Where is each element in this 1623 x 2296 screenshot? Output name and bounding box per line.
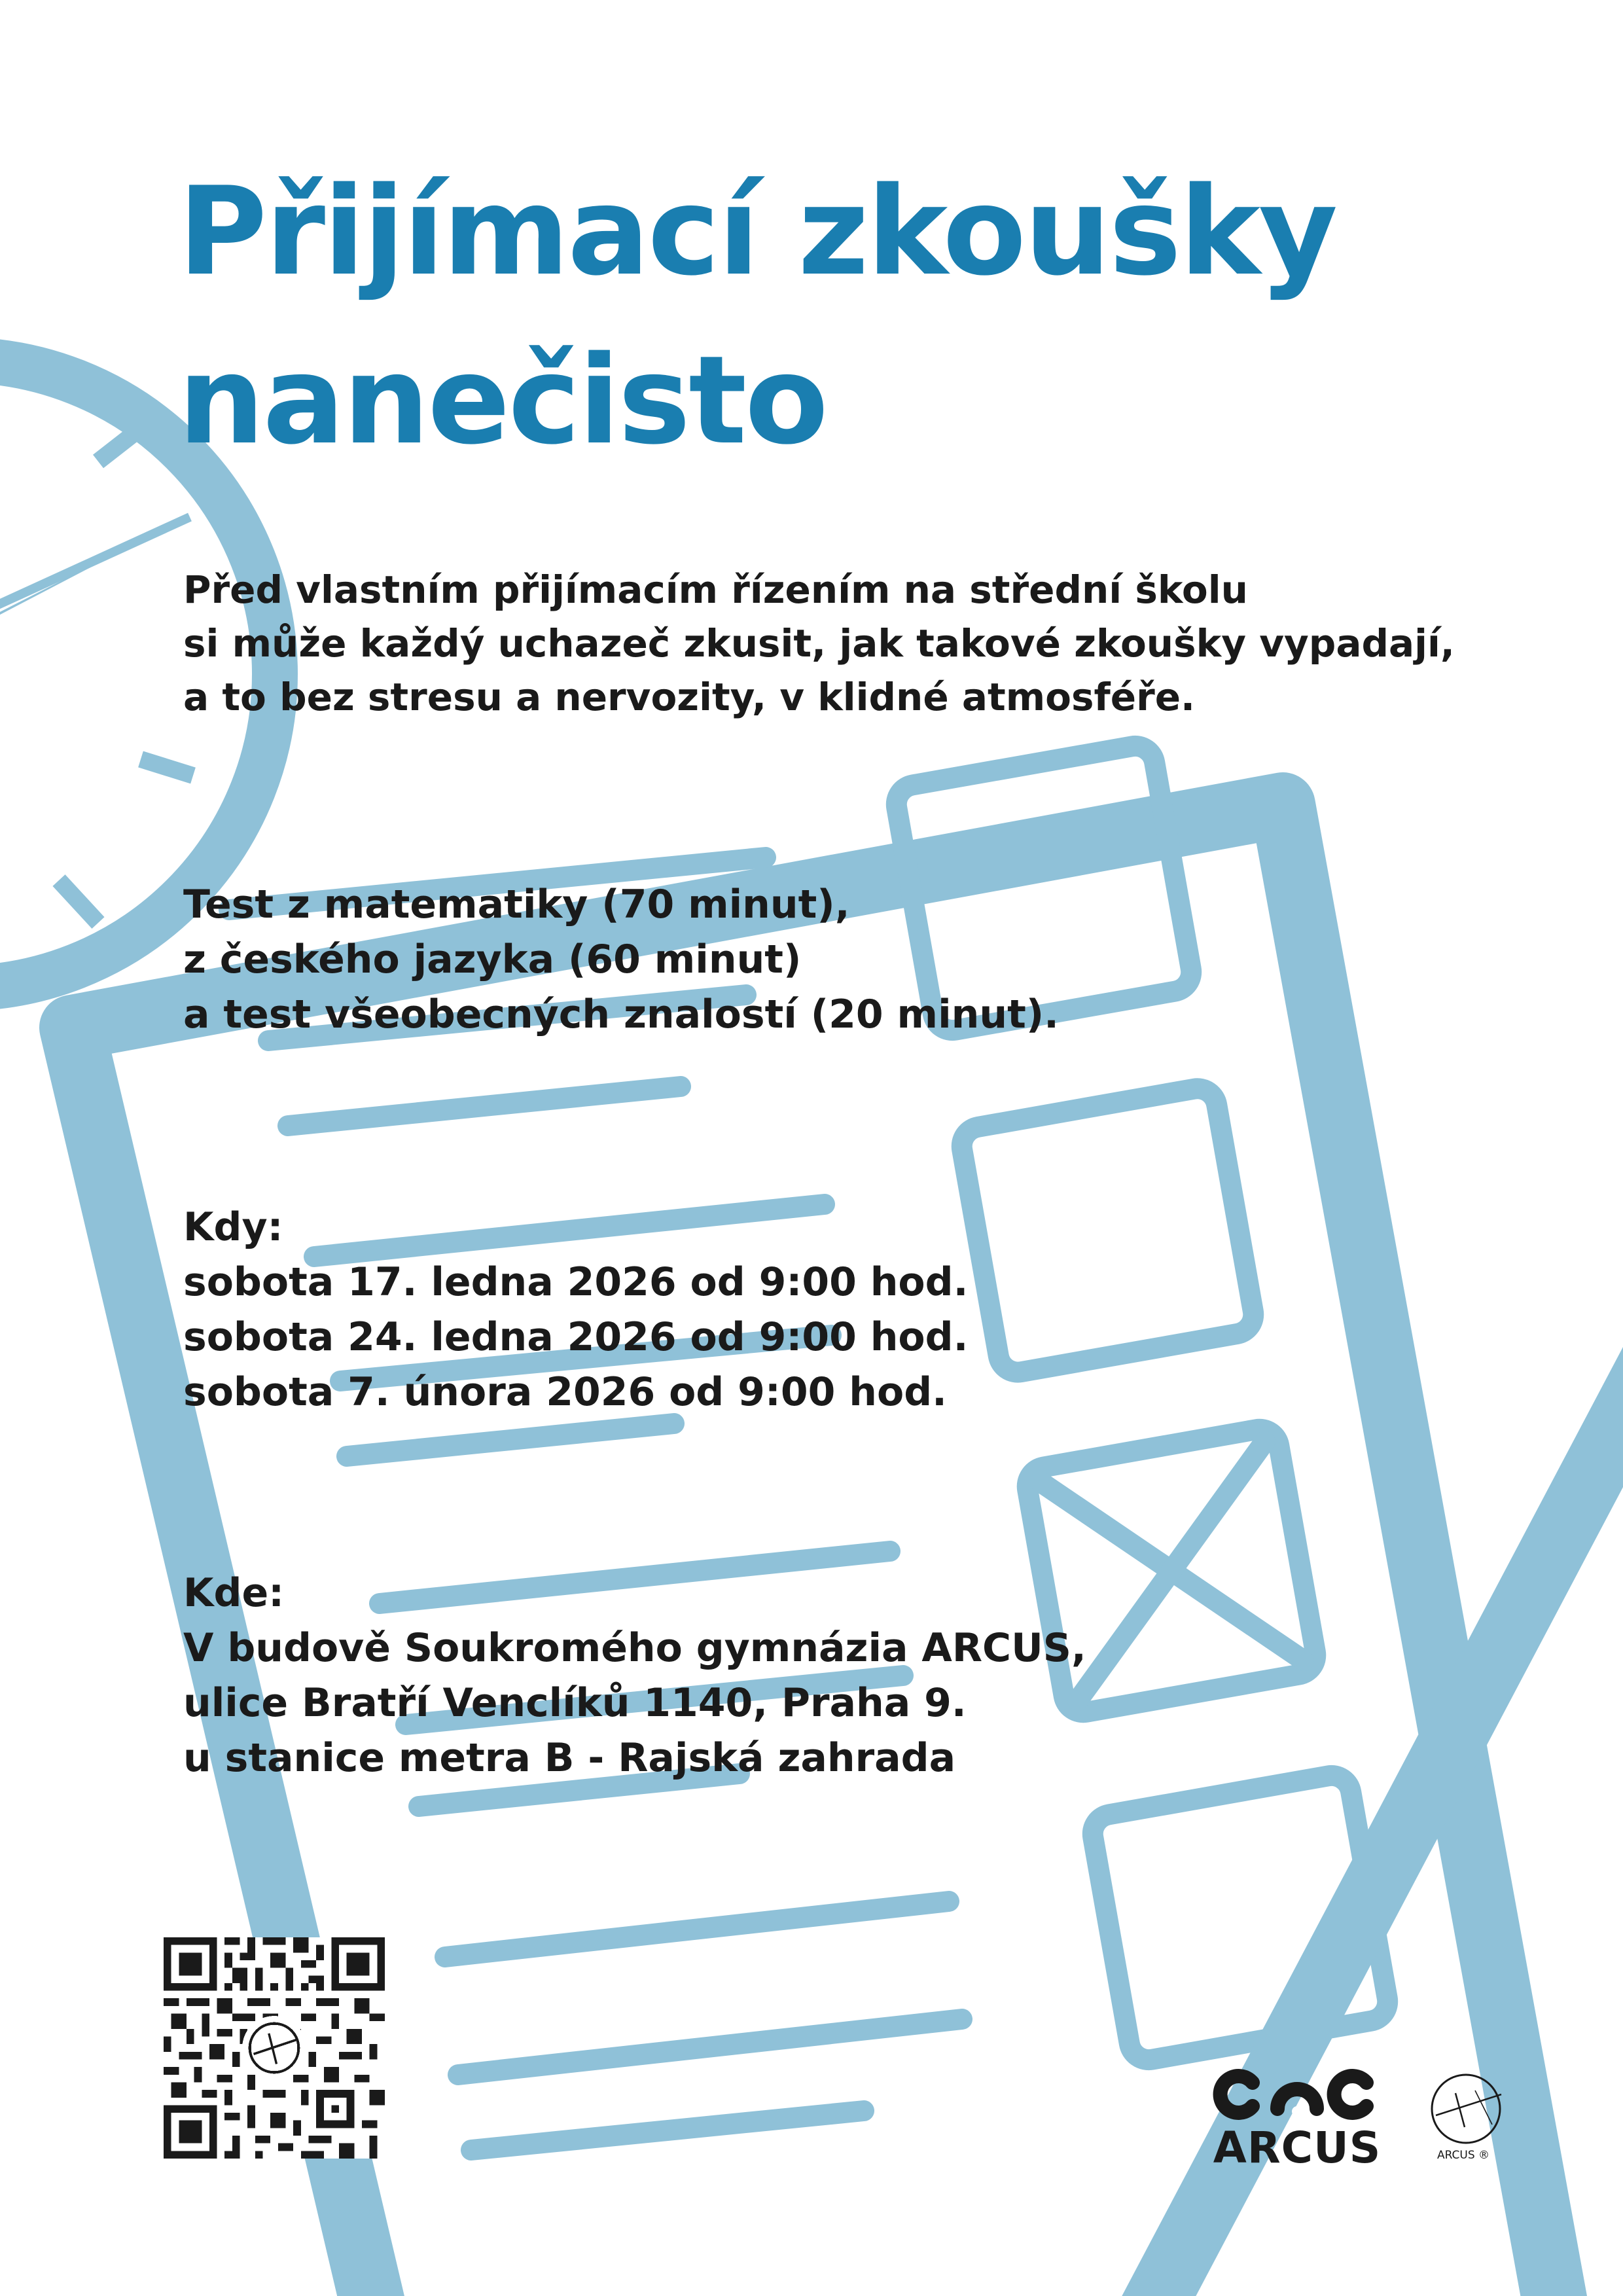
arcus-logo-marks (1212, 2068, 1382, 2121)
title-line-2: nanečisto (178, 329, 827, 471)
arcus-logo (1212, 2068, 1382, 2174)
date-item: sobota 7. února 2026 od 9:00 hod. (183, 1369, 947, 1415)
intro-line-2: si může každý uchazeč zkusit, jak takové zkoušky vypadají, (183, 621, 1455, 666)
arcus-seal-logo (1421, 2068, 1513, 2166)
qr-code[interactable] (164, 1937, 385, 2159)
tests-line-3: a test všeobecných znalostí (20 minut). (183, 992, 1059, 1037)
arcus-wordmark: ARCUS (1213, 2123, 1382, 2173)
page-title (178, 147, 1336, 485)
when-heading: Kdy: (183, 1204, 283, 1250)
where-line-3: u stanice metra B - Rajská zahrada (183, 1735, 956, 1781)
title-line-1: Přijímací zkoušky (178, 160, 1336, 302)
where-line-2: ulice Bratří Venclíků 1140, Praha 9. (183, 1680, 967, 1726)
where-line-1: V budově Soukromého gymnázia ARCUS, (183, 1625, 1086, 1671)
intro-paragraph (183, 563, 1455, 724)
when-section (183, 1200, 968, 1420)
seal-text: ARCUS ® (1436, 2149, 1490, 2162)
date-item: sobota 24. ledna 2026 od 9:00 hod. (183, 1314, 969, 1360)
intro-line-3: a to bez stresu a nervozity, v klidné atmosféře. (183, 675, 1196, 719)
tests-line-1: Test z matematiky (70 minut), (183, 882, 850, 927)
tests-line-2: z českého jazyka (60 minut) (183, 937, 802, 982)
where-section (183, 1566, 1086, 1785)
intro-line-1: Před vlastním přijímacím řízením na střední školu (183, 567, 1248, 612)
where-heading: Kde: (183, 1570, 285, 1616)
tests-paragraph (183, 877, 1059, 1042)
date-item: sobota 17. ledna 2026 od 9:00 hod. (183, 1259, 969, 1305)
